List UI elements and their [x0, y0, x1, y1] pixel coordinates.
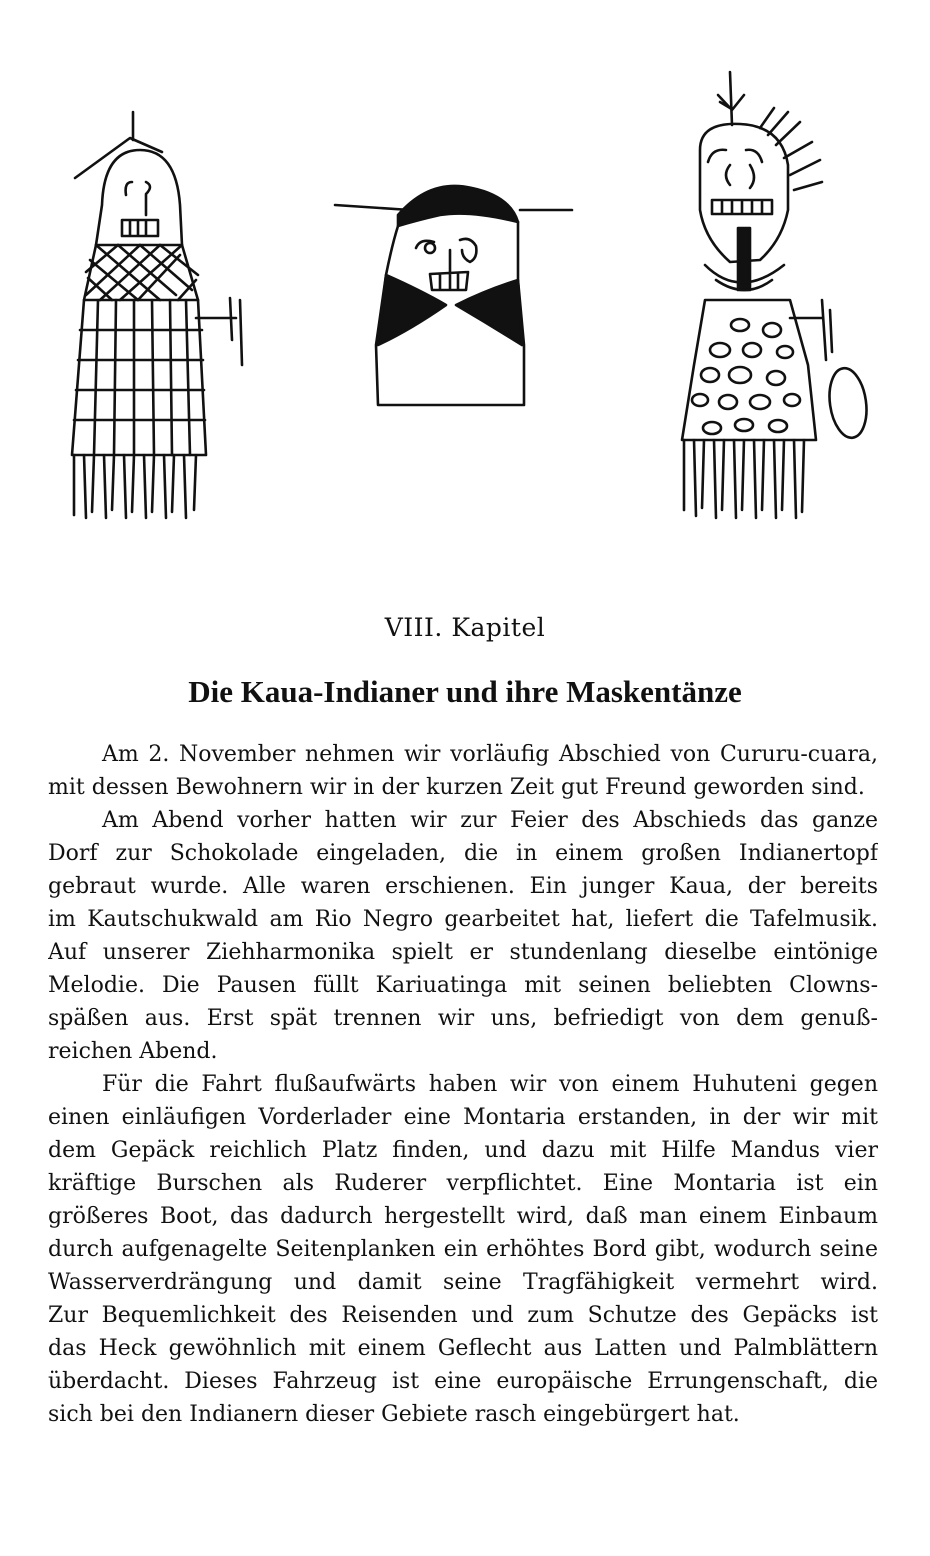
text-line: Am Abend vorher hatten wir zur Feier des Abschieds das ganze — [102, 808, 878, 833]
text-line: späßen aus. Erst spät trennen wir uns, befriedigt von dem genuß- — [48, 1006, 878, 1031]
text-line: dem Gepäck reichlich Platz finden, und dazu mit Hilfe Mandus vier — [48, 1138, 878, 1163]
text-line: Für die Fahrt flußaufwärts haben wir von einem Huhuteni gegen — [102, 1072, 878, 1097]
text-line: Melodie. Die Pausen füllt Kariuatinga mit seinen beliebten Clowns- — [48, 973, 878, 998]
text-line: gebraut wurde. Alle waren erschienen. Ein junger Kaua, der bereits — [48, 874, 878, 899]
text-line: das Heck gewöhnlich mit einem Geflecht aus Latten und Palmblättern — [48, 1336, 878, 1361]
body-text — [48, 738, 878, 1431]
text-line: Zur Bequemlichkeit des Reisenden und zum Schutze des Gepäcks ist — [48, 1303, 878, 1328]
text-line: sich bei den Indianern dieser Gebiete rasch eingebürgert hat. — [48, 1402, 740, 1427]
text-line: größeres Boot, das dadurch hergestellt wird, daß man einem Einbaum — [48, 1204, 878, 1229]
mask-figures-illustration — [0, 0, 930, 560]
chapter-title: Die Kaua-Indianer und ihre Maskentänze — [188, 674, 742, 709]
text-line: Auf unserer Ziehharmonika spielt er stundenlang dieselbe eintönige — [48, 940, 878, 965]
chapter-number: VIII. Kapitel — [384, 613, 546, 642]
text-line: überdacht. Dieses Fahrzeug ist eine europäische Errungenschaft, die — [48, 1369, 878, 1394]
text-line: kräftige Burschen als Ruderer verpflichtet. Eine Montaria ist ein — [48, 1171, 878, 1196]
text-line: Am 2. November nehmen wir vorläufig Abschied von Cururu-cuara, — [102, 742, 878, 767]
mask-figure-spotted-icon — [682, 72, 871, 518]
text-line: im Kautschukwald am Rio Negro gearbeitet hat, liefert die Tafelmusik. — [48, 907, 878, 932]
text-line: Dorf zur Schokolade eingeladen, die in einem großen Indianertopf — [48, 841, 878, 866]
text-line: Wasserverdrängung und damit seine Tragfähigkeit vermehrt wird. — [48, 1270, 878, 1295]
mask-figure-hooded-icon — [335, 186, 572, 405]
text-line: durch aufgenagelte Seitenplanken ein erhöhtes Bord gibt, wodurch seine — [48, 1237, 878, 1262]
text-line: reichen Abend. — [48, 1039, 218, 1064]
mask-figure-netted-icon — [72, 112, 242, 518]
text-line: einen einläufigen Vorderlader eine Montaria erstanden, in der wir mit — [48, 1105, 878, 1130]
text-line: mit dessen Bewohnern wir in der kurzen Zeit gut Freund geworden sind. — [48, 775, 865, 800]
